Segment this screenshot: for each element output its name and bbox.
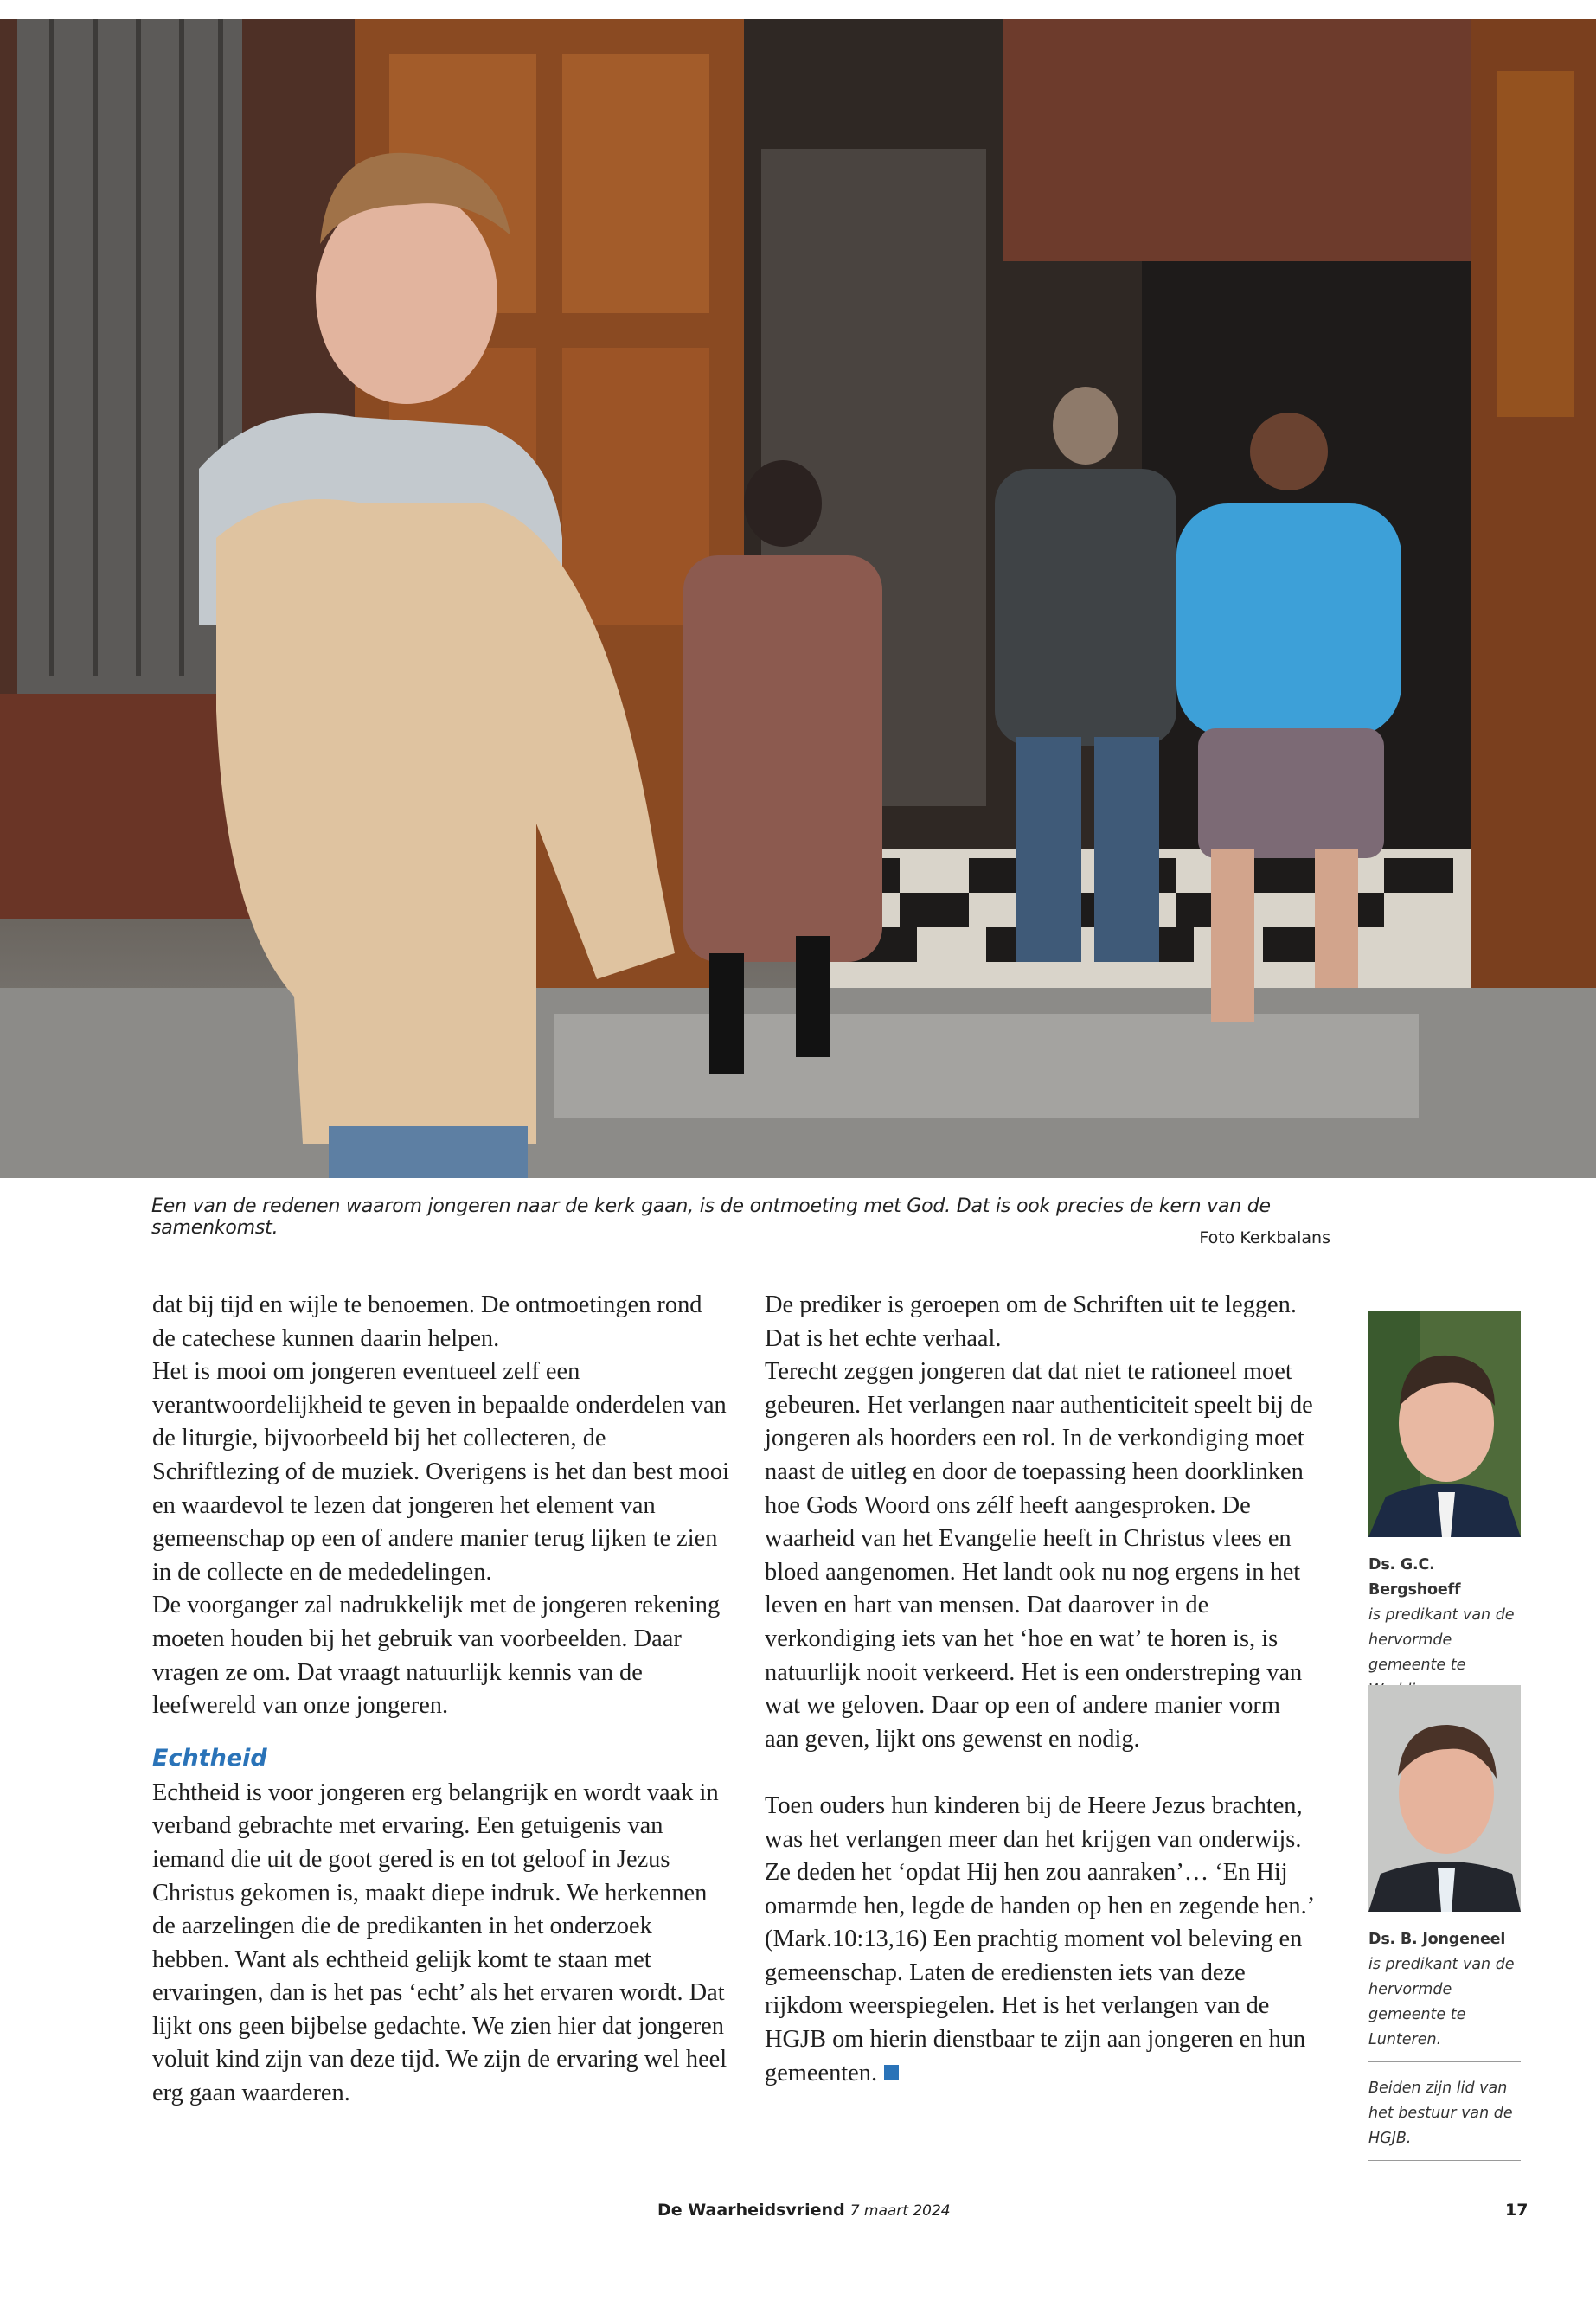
publication-name: De Waarheidsvriend [657, 2201, 845, 2220]
paragraph: dat bij tijd en wijle te benoemen. De ontmoetingen rond de catechese kunnen daarin helpen. [152, 1292, 702, 1352]
paragraph: De voorganger zal nadrukkelijk met de jongeren rekening moeten houden bij het gebruik van voorbeelden. Daar vragen ze om. Dat vraagt natuurlijk kennis van de leefwereld van onze jongeren. [152, 1592, 721, 1720]
divider [1368, 2061, 1521, 2062]
article-column-2 [765, 1289, 1318, 2090]
author-photo [1368, 1685, 1521, 1912]
page-number: 17 [1505, 2201, 1529, 2220]
main-photo [0, 19, 1596, 1178]
end-mark-icon [884, 2065, 899, 2080]
section-heading: Echtheid [152, 1744, 267, 1772]
photo-caption: Een van de redenen waarom jongeren naar de kerk gaan, is de ontmoeting met God. Dat is ook precies de kern van de samenkomst. [151, 1195, 1271, 1239]
author-role: is predikant van de hervormde gemeente te [1368, 1606, 1515, 1674]
article-column-1 [152, 1289, 730, 2111]
author-bio [1368, 1927, 1521, 2053]
author-role: is predikant van de hervormde gemeente te Lunteren. [1368, 1956, 1515, 2048]
authors-note: Beiden zijn lid van het bestuur van de HGJB. [1368, 2080, 1513, 2147]
paragraph-final [765, 1790, 1318, 2090]
footer-publication [657, 2201, 951, 2220]
paragraph-text: Toen ouders hun kinderen bij de Heere Jezus brachten, was het verlangen meer dan het krijgen van onderwijs. Ze deden het ‘opdat Hij hen zou aanraken’… ‘En Hij omarmde hen, legde de handen op hen en zegende hen.’ (Mark.10:13,16) Een prachtig moment vol beleving en gemeenschap. Laten de erediensten iets van deze rijkdom weerspiegelen. Het is het verlangen van de HGJB om hierin dienstbaar te zijn aan jongeren en hun gemeenten. [765, 1791, 1314, 2086]
author-name: Ds. G.C. Bergshoeff [1368, 1556, 1461, 1599]
author-block-1 [1368, 1311, 1521, 1713]
photo-credit: Foto Kerkbalans [1199, 1228, 1330, 1247]
church-entrance-illustration [0, 19, 1596, 1178]
author-name: Ds. B. Jongeneel [1368, 1931, 1506, 1948]
paragraph: Het is mooi om jongeren eventueel zelf een verantwoordelijkheid te geven in bepaalde onderdelen van de liturgie, bijvoorbeeld bij het collecteren, de Schriftlezing of de muziek. Overigens is het dan best mooi en waardevol te lezen dat jongeren het element van gemeenschap op een of andere manier terug lijken te zien in de collecte en de mededelingen. [152, 1358, 730, 1586]
author-photo [1368, 1311, 1521, 1537]
paragraph: De prediker is geroepen om de Schriften uit te leggen. Dat is het echte verhaal. [765, 1292, 1297, 1352]
paragraph: Terecht zeggen jongeren dat dat niet te rationeel moet gebeuren. Het verlangen naar authenticiteit speelt bij de jongeren als hoorders een rol. In de verkondiging moet naast de uitleg en door de toepassing heen doorklinken hoe Gods Woord ons zélf heeft aangesproken. De waarheid van het Evangelie heeft in Christus vlees en bloed aangenomen. Het landt ook nu nog ergens in het leven en hart van mensen. Dat daarover in de verkondiging iets van het ‘hoe en wat’ te horen is, is natuurlijk nooit verkeerd. Het is een onderstreping van wat we geloven. Daar op een of andere manier vorm aan geven, lijkt ons gewenst en nodig. [765, 1358, 1313, 1753]
author-block-2 [1368, 1685, 1521, 2161]
publication-date: 7 maart 2024 [849, 2202, 951, 2220]
paragraph: Echtheid is voor jongeren erg belangrijk en wordt vaak in verband gebrachte met ervaring. Een getuigenis van iemand die uit de goot gered is en tot geloof in Jezus Christus gekomen is, maakt diepe indruk. We herkennen de aarzelingen die de predikanten in het onderzoek hebben. Want als echtheid gelijk komt te staan met ervaringen, dan is het pas ‘echt’ als het ervaren wordt. Dat lijkt ons geen bijbelse gedachte. We zien hier dat jongeren voluit kind zijn van deze tijd. We zijn de ervaring wel heel erg gaan waarderen. [152, 1779, 727, 2107]
divider [1368, 2160, 1521, 2161]
author-bio [1368, 1553, 1521, 1703]
